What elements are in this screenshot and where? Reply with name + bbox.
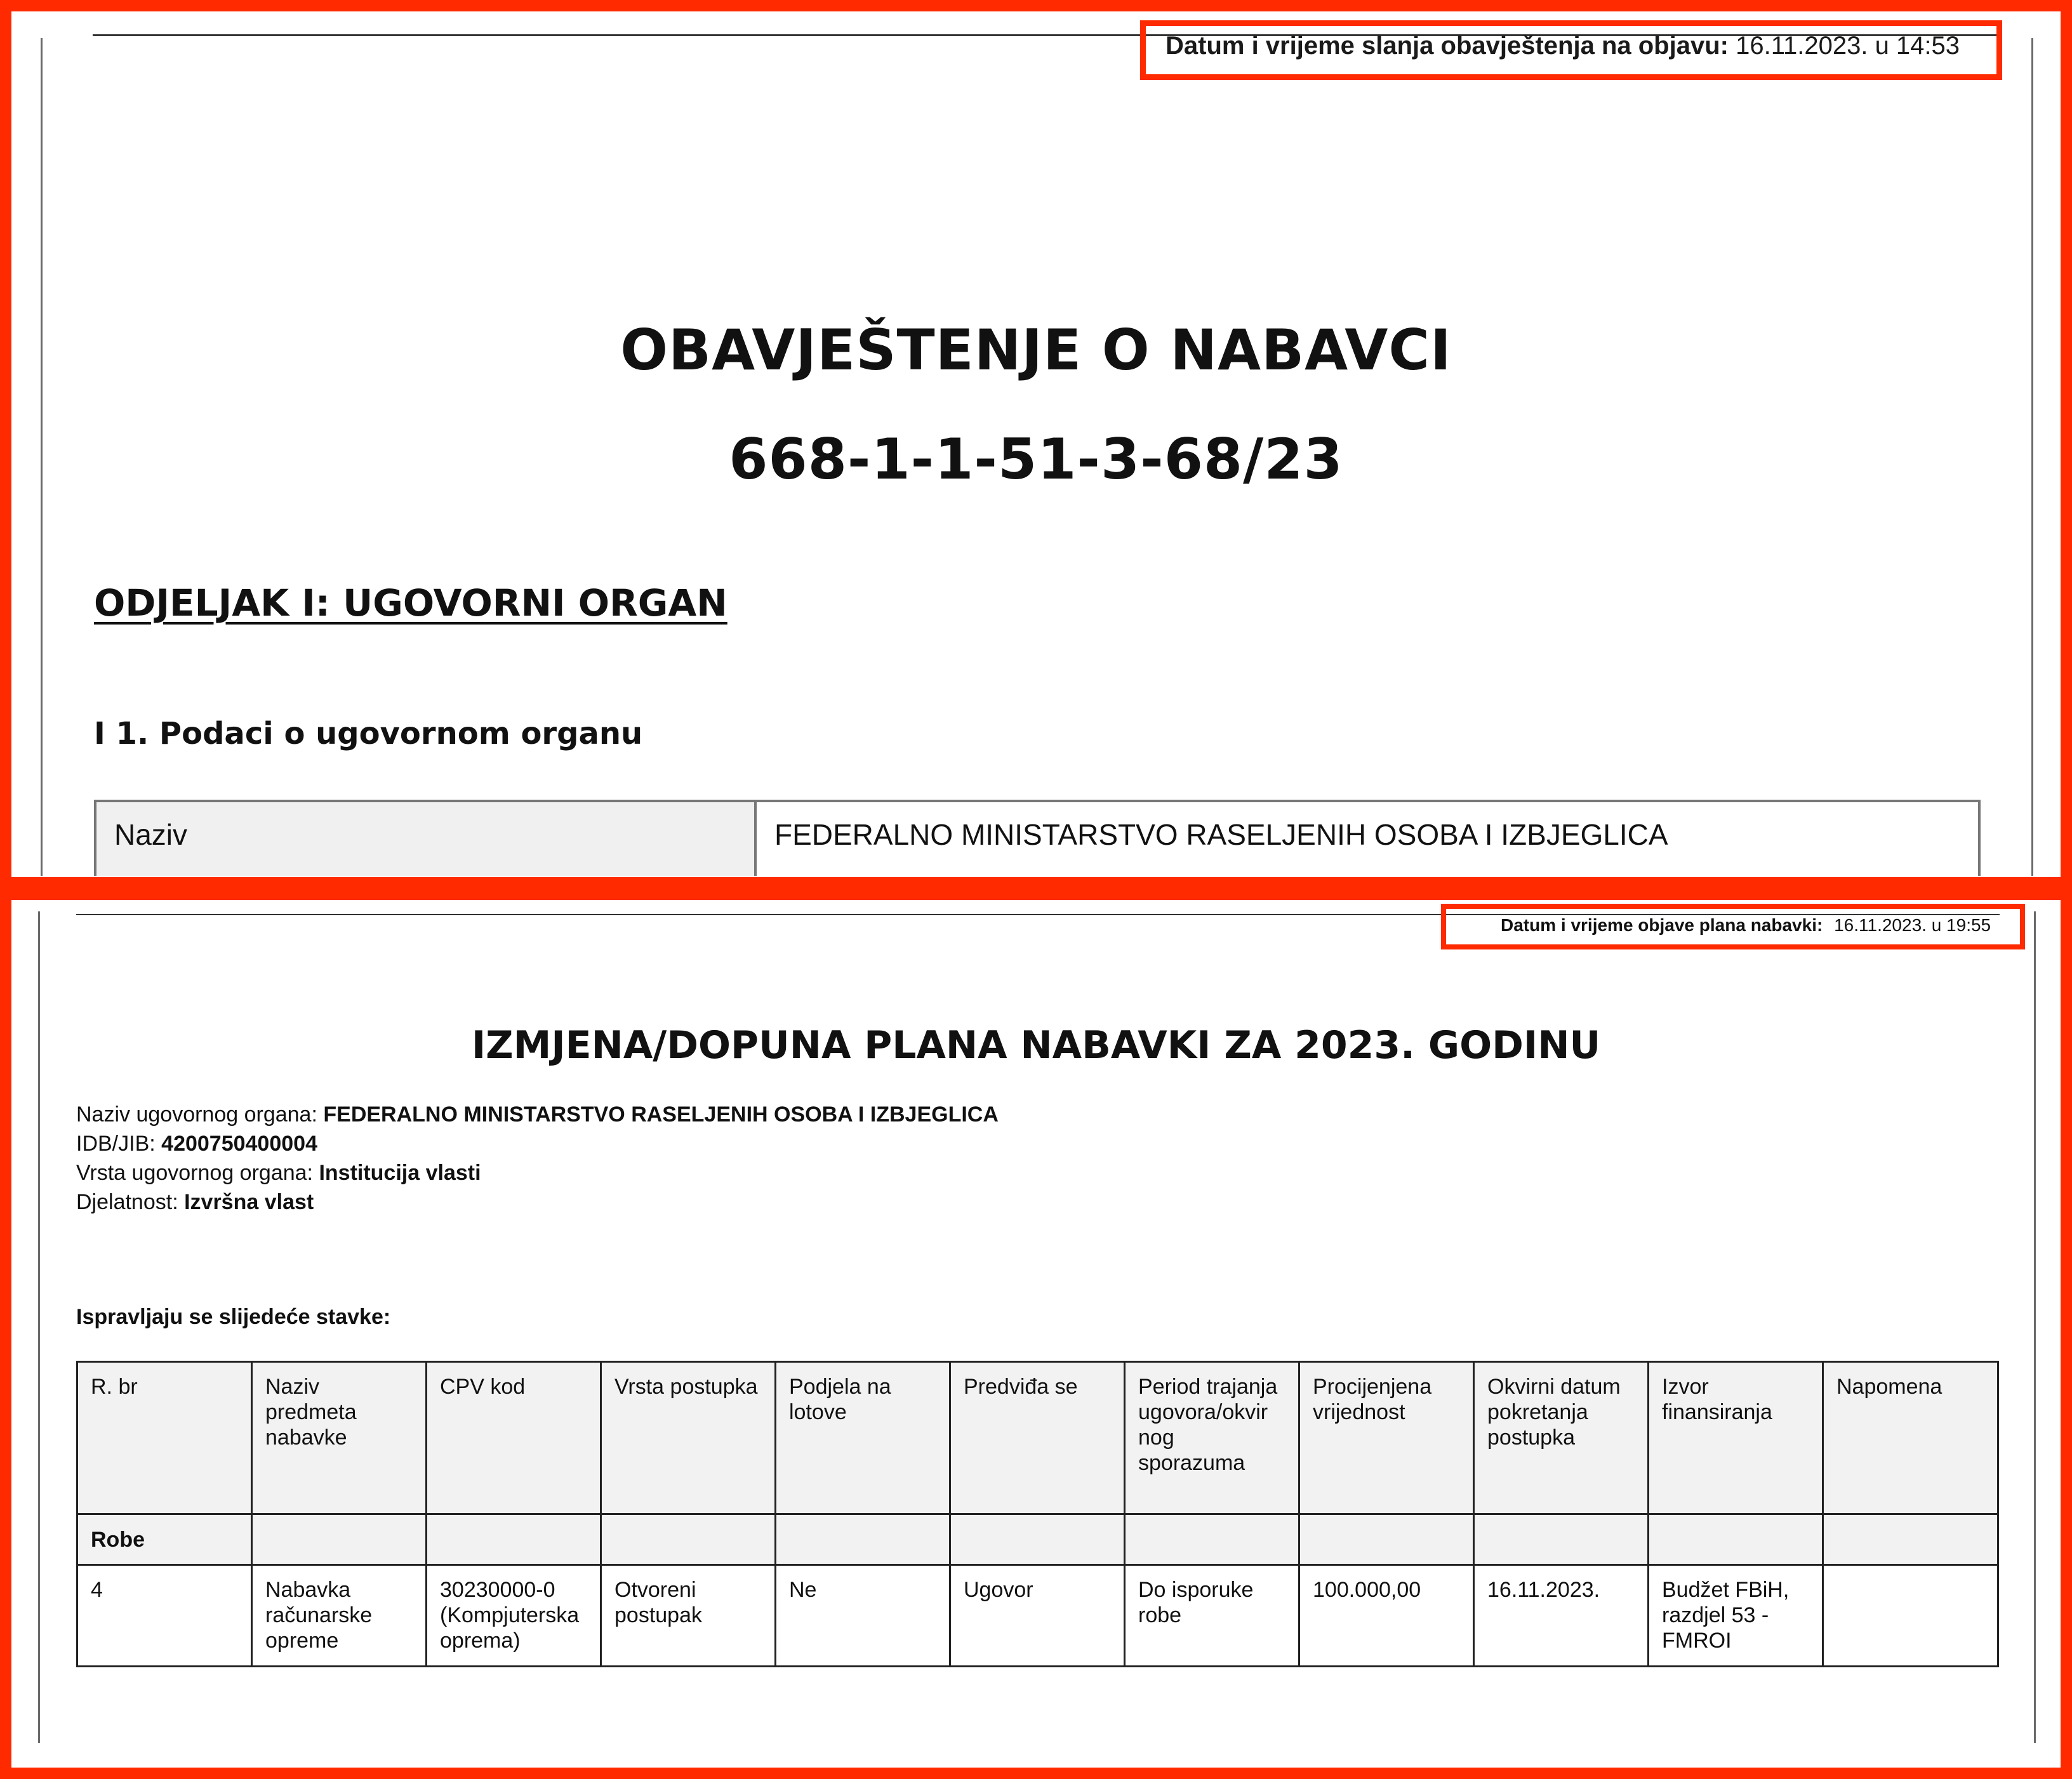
send-timestamp — [1166, 32, 1960, 60]
header-cell: Period trajanja ugovora/okvir nog sporazuma — [1125, 1362, 1299, 1514]
cell-vrijednost: 100.000,00 — [1299, 1565, 1474, 1667]
send-timestamp-label: Datum i vrijeme slanja obavještenja na objavu: — [1166, 32, 1729, 60]
idb-label: IDB/JIB: — [76, 1132, 156, 1156]
activity-line — [76, 1187, 999, 1217]
empty-cell — [1299, 1514, 1474, 1565]
table-row — [77, 1565, 1998, 1667]
cell-predvidja: Ugovor — [950, 1565, 1125, 1667]
org-name-value: FEDERALNO MINISTARSTVO RASELJENIH OSOBA I IZBJEGLICA — [323, 1102, 999, 1127]
header-cell: Predviđa se — [950, 1362, 1125, 1514]
org-name-label: Naziv ugovornog organa: — [76, 1102, 317, 1127]
header-cell: Procijenjena vrijednost — [1299, 1362, 1474, 1514]
cell-datum: 16.11.2023. — [1474, 1565, 1649, 1667]
empty-cell — [950, 1514, 1125, 1565]
authority-info-block — [76, 1100, 999, 1217]
group-row-robe — [77, 1514, 1998, 1565]
header-cell: Naziv predmeta nabavke — [252, 1362, 427, 1514]
cell-lotovi: Ne — [776, 1565, 950, 1667]
plan-timestamp-value: 16.11.2023. u 19:55 — [1834, 915, 1991, 935]
empty-cell — [1474, 1514, 1649, 1565]
header-cell: Okvirni datum pokretanja postupka — [1474, 1362, 1649, 1514]
header-cell: CPV kod — [427, 1362, 601, 1514]
table-header-row — [77, 1362, 1998, 1514]
empty-cell — [1125, 1514, 1299, 1565]
cell-period: Do isporuke robe — [1125, 1565, 1299, 1667]
header-cell: Podjela na lotove — [776, 1362, 950, 1514]
empty-cell — [427, 1514, 601, 1565]
naziv-label-cell: Naziv — [96, 802, 757, 876]
org-type-value: Institucija vlasti — [319, 1161, 481, 1185]
contracting-authority-table — [94, 800, 1981, 876]
plan-timestamp — [1501, 915, 1991, 936]
cell-cpv: 30230000-0 (Kompjuterska oprema) — [427, 1565, 601, 1667]
send-timestamp-value: 16.11.2023. u 14:53 — [1736, 32, 1960, 60]
header-cell: Vrsta postupka — [601, 1362, 776, 1514]
cell-naziv: Nabavka računarske opreme — [252, 1565, 427, 1667]
empty-cell — [1823, 1514, 1998, 1565]
header-cell: Izvor finansiranja — [1649, 1362, 1823, 1514]
subsection-heading: I 1. Podaci o ugovornom organu — [94, 716, 643, 751]
cell-rbr: 4 — [77, 1565, 252, 1667]
empty-cell — [252, 1514, 427, 1565]
notice-number: 668-1-1-51-3-68/23 — [729, 427, 1343, 492]
header-cell: R. br — [77, 1362, 252, 1514]
header-cell: Napomena — [1823, 1362, 1998, 1514]
cell-izvor: Budžet FBiH, razdjel 53 - FMROI — [1649, 1565, 1823, 1667]
plan-title: IZMJENA/DOPUNA PLANA NABAVKI ZA 2023. GODINU — [471, 1023, 1601, 1068]
plan-timestamp-label: Datum i vrijeme objave plana nabavki: — [1501, 915, 1823, 935]
empty-cell — [1649, 1514, 1823, 1565]
group-label-cell: Robe — [77, 1514, 252, 1565]
org-name-line — [76, 1100, 999, 1129]
corrections-label: Ispravljaju se slijedeće stavke: — [76, 1305, 391, 1329]
procurement-items-table — [76, 1361, 1999, 1667]
cell-napomena — [1823, 1565, 1998, 1667]
activity-label: Djelatnost: — [76, 1190, 178, 1214]
section-heading: ODJELJAK I: UGOVORNI ORGAN — [94, 581, 727, 625]
notice-title: OBAVJEŠTENJE O NABAVCI — [620, 317, 1452, 383]
idb-value: 4200750400004 — [161, 1132, 317, 1156]
activity-value: Izvršna vlast — [184, 1190, 314, 1214]
org-type-label: Vrsta ugovornog organa: — [76, 1161, 313, 1185]
cell-vrsta: Otvoreni postupak — [601, 1565, 776, 1667]
empty-cell — [776, 1514, 950, 1565]
idb-line — [76, 1129, 999, 1158]
org-type-line — [76, 1158, 999, 1187]
empty-cell — [601, 1514, 776, 1565]
naziv-value-cell: FEDERALNO MINISTARSTVO RASELJENIH OSOBA I IZBJEGLICA — [774, 818, 1668, 851]
